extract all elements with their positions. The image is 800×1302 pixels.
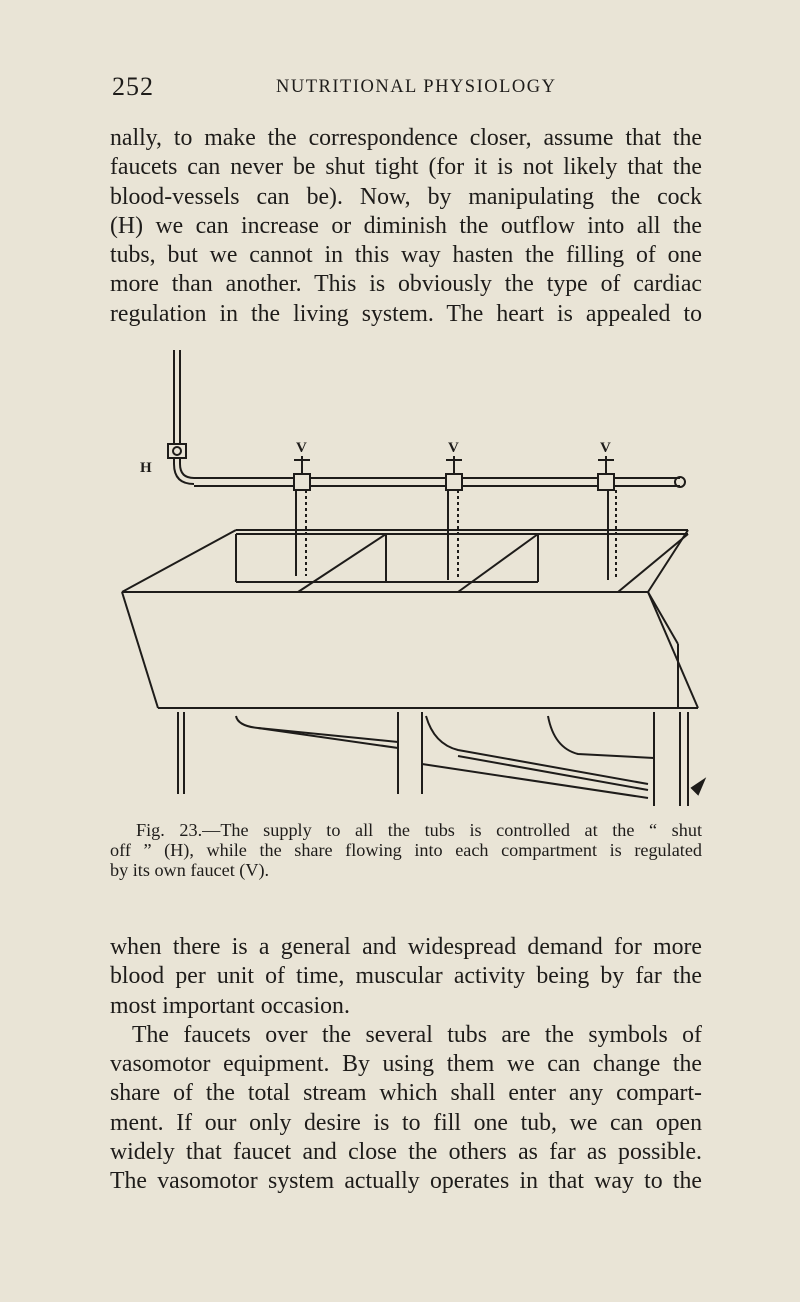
partition-divider-2 [458,534,538,592]
faucet-1 [294,456,310,576]
page-number: 252 [112,72,154,101]
caption-line: off ” (H), while the share flowing into each compartment is regulated [110,840,702,860]
text-line: The vasomotor system actually operates in that way to the [110,1168,702,1195]
running-head: NUTRITIONAL PHYSIOLOGY [276,77,557,97]
text-line: regulation in the living system. The heart is appealed to [110,300,702,327]
text-line: nally, to make the correspondence closer, assume that the [110,125,702,151]
text-line: faucets can never be shut tight (for it is not likely that the [110,154,702,181]
drain-trough-3 [548,716,654,758]
text-line: The faucets over the several tubs are the symbols of [132,1021,702,1048]
text-line: widely that faucet and close the others as far as possible. [110,1139,702,1166]
text-line: most important occasion. [110,992,350,1019]
label-h: H [140,460,152,476]
drain-trough-1 [236,716,398,748]
text-line: more than another. This is obviously the type of cardiac [110,271,702,298]
drain-trough-2 [426,716,648,784]
tub-apparatus-illustration [108,344,708,819]
faucet-3 [598,456,616,580]
text-line: tubs, but we cannot in this way hasten the filling of one [110,242,702,269]
paragraph-1 [110,124,702,329]
tub-front-left-edge [122,592,158,708]
text-line: blood per unit of time, muscular activity being by far the [110,963,702,990]
paragraph-2 [110,933,702,1197]
text-line: vasomotor equipment. By using them we can change the [110,1051,702,1078]
tub-right-side-edge [648,592,678,644]
label-v-1: V [296,440,307,456]
text-line: blood-vessels can be). Now, by manipulating the cock [110,183,702,210]
partition-divider-1 [298,534,386,592]
faucet-2 [446,456,462,580]
caption-line: Fig. 23.—The supply to all the tubs is controlled at the “ shut [136,820,702,840]
text-line: ment. If our only desire is to fill one tub, we can open [110,1109,702,1136]
label-v-2: V [448,440,459,456]
tub-left-rim [122,530,236,592]
caption-line: by its own faucet (V). [110,860,270,880]
text-line: (H) we can increase or diminish the outflow into all the [110,212,702,239]
text-line: when there is a general and widespread demand for more [110,934,702,960]
pipe-elbow-inner [180,464,194,478]
figure-caption [110,820,702,880]
text-line: share of the total stream which shall enter any compart- [110,1080,702,1107]
label-v-3: V [600,440,611,456]
outflow-arrow [692,780,704,794]
figure-23-tub-apparatus [108,344,708,819]
